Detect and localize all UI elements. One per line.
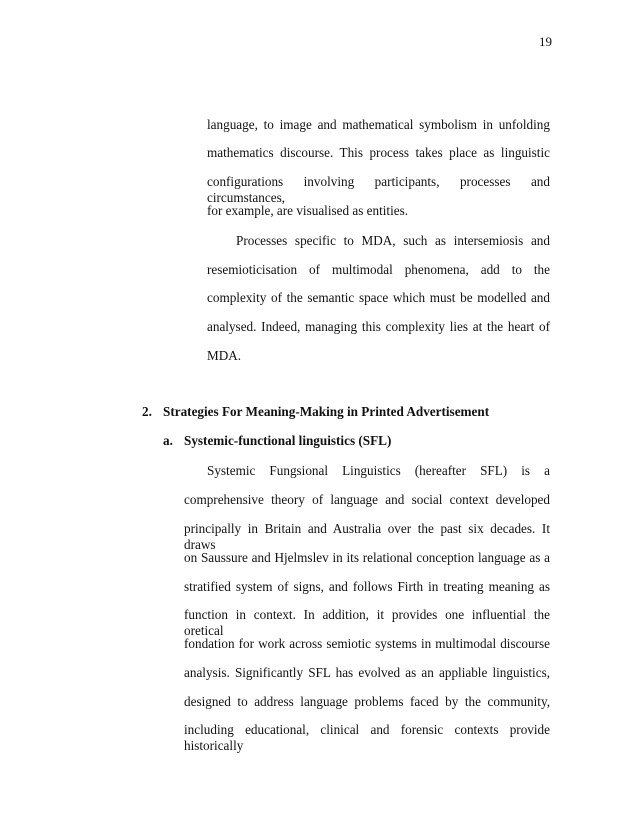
quote-line: resemioticisation of multimodal phenomena, add to the <box>207 262 550 277</box>
body-line: fondation for work across semiotic systems in multimodal discourse <box>184 636 550 651</box>
body-line: Systemic Fungsional Linguistics (hereafter SFL) is a <box>207 463 550 478</box>
quote-line: MDA. <box>207 348 242 363</box>
quote-line: for example, are visualised as entities. <box>207 203 409 218</box>
body-line: including educational, clinical and forensic contexts provide historically <box>184 722 550 753</box>
section-heading-number: 2. <box>142 404 152 419</box>
quote-line: configurations involving participants, processes and circumstances, <box>207 174 550 205</box>
body-line: analysis. Significantly SFL has evolved as an appliable linguistics, <box>184 665 550 680</box>
body-line: designed to address language problems faced by the community, <box>184 694 550 709</box>
section-heading-text: Strategies For Meaning-Making in Printed Advertisement <box>163 404 490 419</box>
quote-line: mathematics discourse. This process takes place as linguistic <box>207 145 550 160</box>
body-line: principally in Britain and Australia over the past six decades. It draws <box>184 521 550 552</box>
subsection-heading-letter: a. <box>163 433 173 448</box>
body-line: function in context. In addition, it provides one influential the oretical <box>184 607 550 638</box>
quote-line: language, to image and mathematical symbolism in unfolding <box>207 117 550 132</box>
quote-line: Processes specific to MDA, such as intersemiosis and <box>236 233 550 248</box>
subsection-heading-text: Systemic-functional linguistics (SFL) <box>184 433 392 448</box>
page-number: 19 <box>539 34 552 49</box>
body-line: stratified system of signs, and follows Firth in treating meaning as <box>184 579 550 594</box>
body-line: comprehensive theory of language and social context developed <box>184 492 550 507</box>
quote-line: analysed. Indeed, managing this complexity lies at the heart of <box>207 319 550 334</box>
body-line: on Saussure and Hjelmslev in its relational conception language as a <box>184 550 550 565</box>
quote-line: complexity of the semantic space which must be modelled and <box>207 290 550 305</box>
